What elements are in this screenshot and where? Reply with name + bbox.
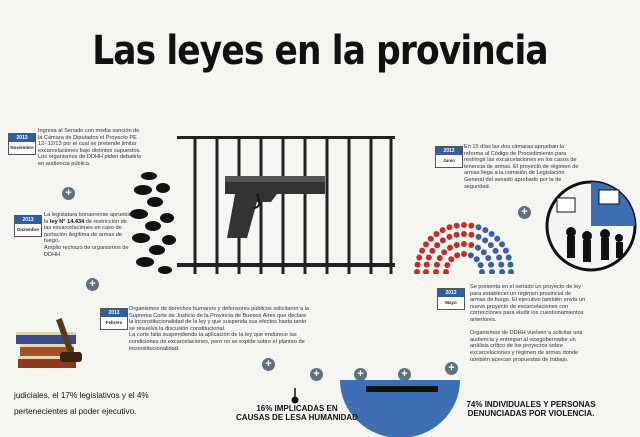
seat-dot	[489, 269, 495, 274]
seat-dot	[434, 262, 440, 268]
expand-plus-icon[interactable]: +	[86, 278, 99, 291]
expand-plus-icon[interactable]: +	[354, 368, 367, 381]
expand-plus-icon[interactable]: +	[445, 362, 458, 375]
expand-plus-icon[interactable]: +	[62, 187, 75, 200]
seat-dot	[488, 262, 494, 268]
seat-dot	[481, 249, 487, 255]
seat-dot	[426, 254, 432, 260]
seat-dot	[474, 256, 480, 262]
seat-dot	[446, 224, 452, 230]
seat-dot	[482, 237, 488, 243]
seat-dot	[454, 252, 460, 258]
stat-text-mid	[232, 404, 362, 422]
seat-dot	[423, 269, 429, 274]
calendar-year: 2013	[438, 289, 464, 297]
calendar-month: Noviembre	[10, 145, 34, 150]
seat-dot	[489, 231, 495, 237]
expand-plus-icon[interactable]: +	[398, 368, 411, 381]
seat-dot	[424, 262, 430, 268]
event-text	[44, 212, 134, 258]
stat-text-right	[456, 400, 606, 418]
event-text-line: de restricción de las excarcelaciones en caso de portación ilegítima de armas de fuego.	[44, 218, 127, 245]
protest-crowd-pie-icon	[543, 178, 639, 274]
seat-dot	[468, 242, 474, 248]
seat-dot	[496, 254, 502, 260]
seat-dot	[493, 248, 499, 254]
page-title: Las leyes en la provincia	[92, 28, 548, 74]
stat-line: 74% INDIVIDUALES Y PERSONAS	[466, 400, 596, 409]
stat-line: DENUNCIADAS POR VIOLENCIA.	[467, 409, 595, 418]
seat-dot	[461, 241, 467, 247]
calendar-year: 2013	[101, 309, 127, 317]
calendar-icon	[437, 288, 465, 310]
seat-dot	[454, 242, 460, 248]
seat-dot	[468, 252, 474, 258]
seat-dot	[446, 234, 452, 240]
stat-line: 16% IMPLICADAS EN	[256, 404, 338, 413]
seat-dot	[447, 245, 453, 251]
event-text	[129, 306, 311, 352]
seat-dot	[494, 236, 500, 242]
calendar-month: Febrero	[105, 320, 123, 325]
event-text-line: La legislatura bonaerense aprueba la	[44, 212, 131, 225]
calendar-year: 2013	[15, 216, 41, 224]
stat-line: judiciales, el 17% legislativos y el 4%	[14, 391, 149, 400]
seat-dot	[454, 232, 460, 238]
calendar-icon	[8, 133, 36, 155]
seat-dot	[476, 234, 482, 240]
calendar-year: 2013	[9, 134, 35, 142]
expand-plus-icon[interactable]: +	[310, 368, 323, 381]
seat-dot	[499, 241, 505, 247]
seat-dot	[488, 242, 494, 248]
seat-dot	[416, 254, 422, 260]
seat-dot	[440, 237, 446, 243]
seat-dot	[448, 256, 454, 262]
seat-dot	[443, 269, 449, 274]
seat-dot	[468, 223, 474, 229]
books-gavel-icon	[14, 312, 92, 374]
seat-dot	[428, 236, 434, 242]
expand-plus-icon[interactable]: +	[262, 358, 275, 371]
seat-dot	[468, 232, 474, 238]
seat-dot	[461, 222, 467, 228]
seat-dot	[419, 248, 425, 254]
seat-dot	[475, 245, 481, 251]
pin-marker-icon	[290, 388, 300, 404]
seat-dot	[479, 269, 485, 274]
seat-dot	[476, 224, 482, 230]
crowd-silhouettes-icon	[130, 172, 176, 274]
calendar-month: Junio	[443, 158, 455, 163]
seat-dot	[454, 223, 460, 229]
event-text: Ingresa al Senado con media sanción de la Cámara de Diputados el Proyecto PE 12- 12/13 por el cual se pretende limitar excarcelaciones bajo distintos supuestos. Los organismos de DDHH piden debatirlo en audiencia pública.	[38, 128, 142, 167]
seat-dot	[482, 227, 488, 233]
seat-dot	[507, 262, 513, 268]
calendar-month: Mayo	[445, 300, 457, 305]
event-text	[470, 284, 586, 363]
event-text-line: Organismos de DDHH vuelven a solicitar una audiencia y entregan al vicegobernador un análisis crítico de los proyectos sobre excarcelaciones y régimen de armas donde también acercan propuestas de trabajo.	[470, 330, 583, 363]
seat-dot	[437, 255, 443, 261]
seat-dot	[441, 249, 447, 255]
seat-dot	[433, 231, 439, 237]
prison-bars-gun-illustration	[125, 128, 405, 278]
calendar-icon	[100, 308, 128, 330]
law-number: ley N° 14.434	[49, 218, 85, 225]
seat-dot	[433, 269, 439, 274]
calendar-year: 2013	[436, 147, 462, 155]
expand-plus-icon[interactable]: +	[518, 206, 531, 219]
seat-dot	[423, 241, 429, 247]
calendar-icon	[14, 215, 42, 237]
event-text-line: Amplio rechazo de organismos de DDHH	[44, 244, 129, 258]
seat-dot	[498, 262, 504, 268]
event-text-line: Organismos de derechos humanos y defensores públicos solicitaron a la Suprema Corte de Justicia de la Provincia de Buenos Aires que declare la inconstitucionalidad de la ley y que suspenda sus efectos hasta tanto se resuelva la discusión constitucional.	[129, 306, 310, 332]
event-text-line: Se presenta en el senado un proyecto de ley para establecer un régimen provincial de armas de fuego. El ejecutivo también envía un nuevo proyecto de excarcelaciones con correcciones para eludir los cuestionamientos anteriores.	[470, 284, 586, 323]
stat-text-left	[14, 391, 149, 416]
seat-dot	[415, 262, 421, 268]
seat-dot	[414, 269, 420, 274]
seat-dot	[508, 269, 514, 274]
parliament-hemicycle-icon	[414, 222, 514, 274]
seat-dot	[506, 254, 512, 260]
seat-dot	[440, 227, 446, 233]
seat-dot	[461, 231, 467, 237]
calendar-month: Diciembre	[17, 227, 39, 232]
seat-dot	[503, 248, 509, 254]
seat-dot	[499, 269, 505, 274]
seat-dot	[485, 255, 491, 261]
pistol-icon	[225, 176, 325, 238]
calendar-icon	[435, 146, 463, 168]
event-text-line: La corte falla suspendiendo la aplicación de la ley que endurece las condiciones de excarcelaciones, pero no se expide sobre el planteo de inconstitucionalidad.	[129, 332, 305, 352]
event-text: En 15 días las dos cámaras aprueban la reforma al Código de Procedimiento para restringir las excarcelaciones en los casos de tenencia de armas. El proyecto de régimen de armas llega a la comisión de Legislación General del senado aprobado por la de seguridad.	[464, 144, 579, 190]
seat-dot	[461, 251, 467, 257]
seat-dot	[444, 262, 450, 268]
stat-line: CAUSAS DE LESA HUMANIDAD	[236, 413, 358, 422]
seat-dot	[478, 262, 484, 268]
seat-dot	[429, 248, 435, 254]
stat-line: pertenecientes al poder ejecutivo.	[14, 407, 137, 416]
seat-dot	[434, 242, 440, 248]
